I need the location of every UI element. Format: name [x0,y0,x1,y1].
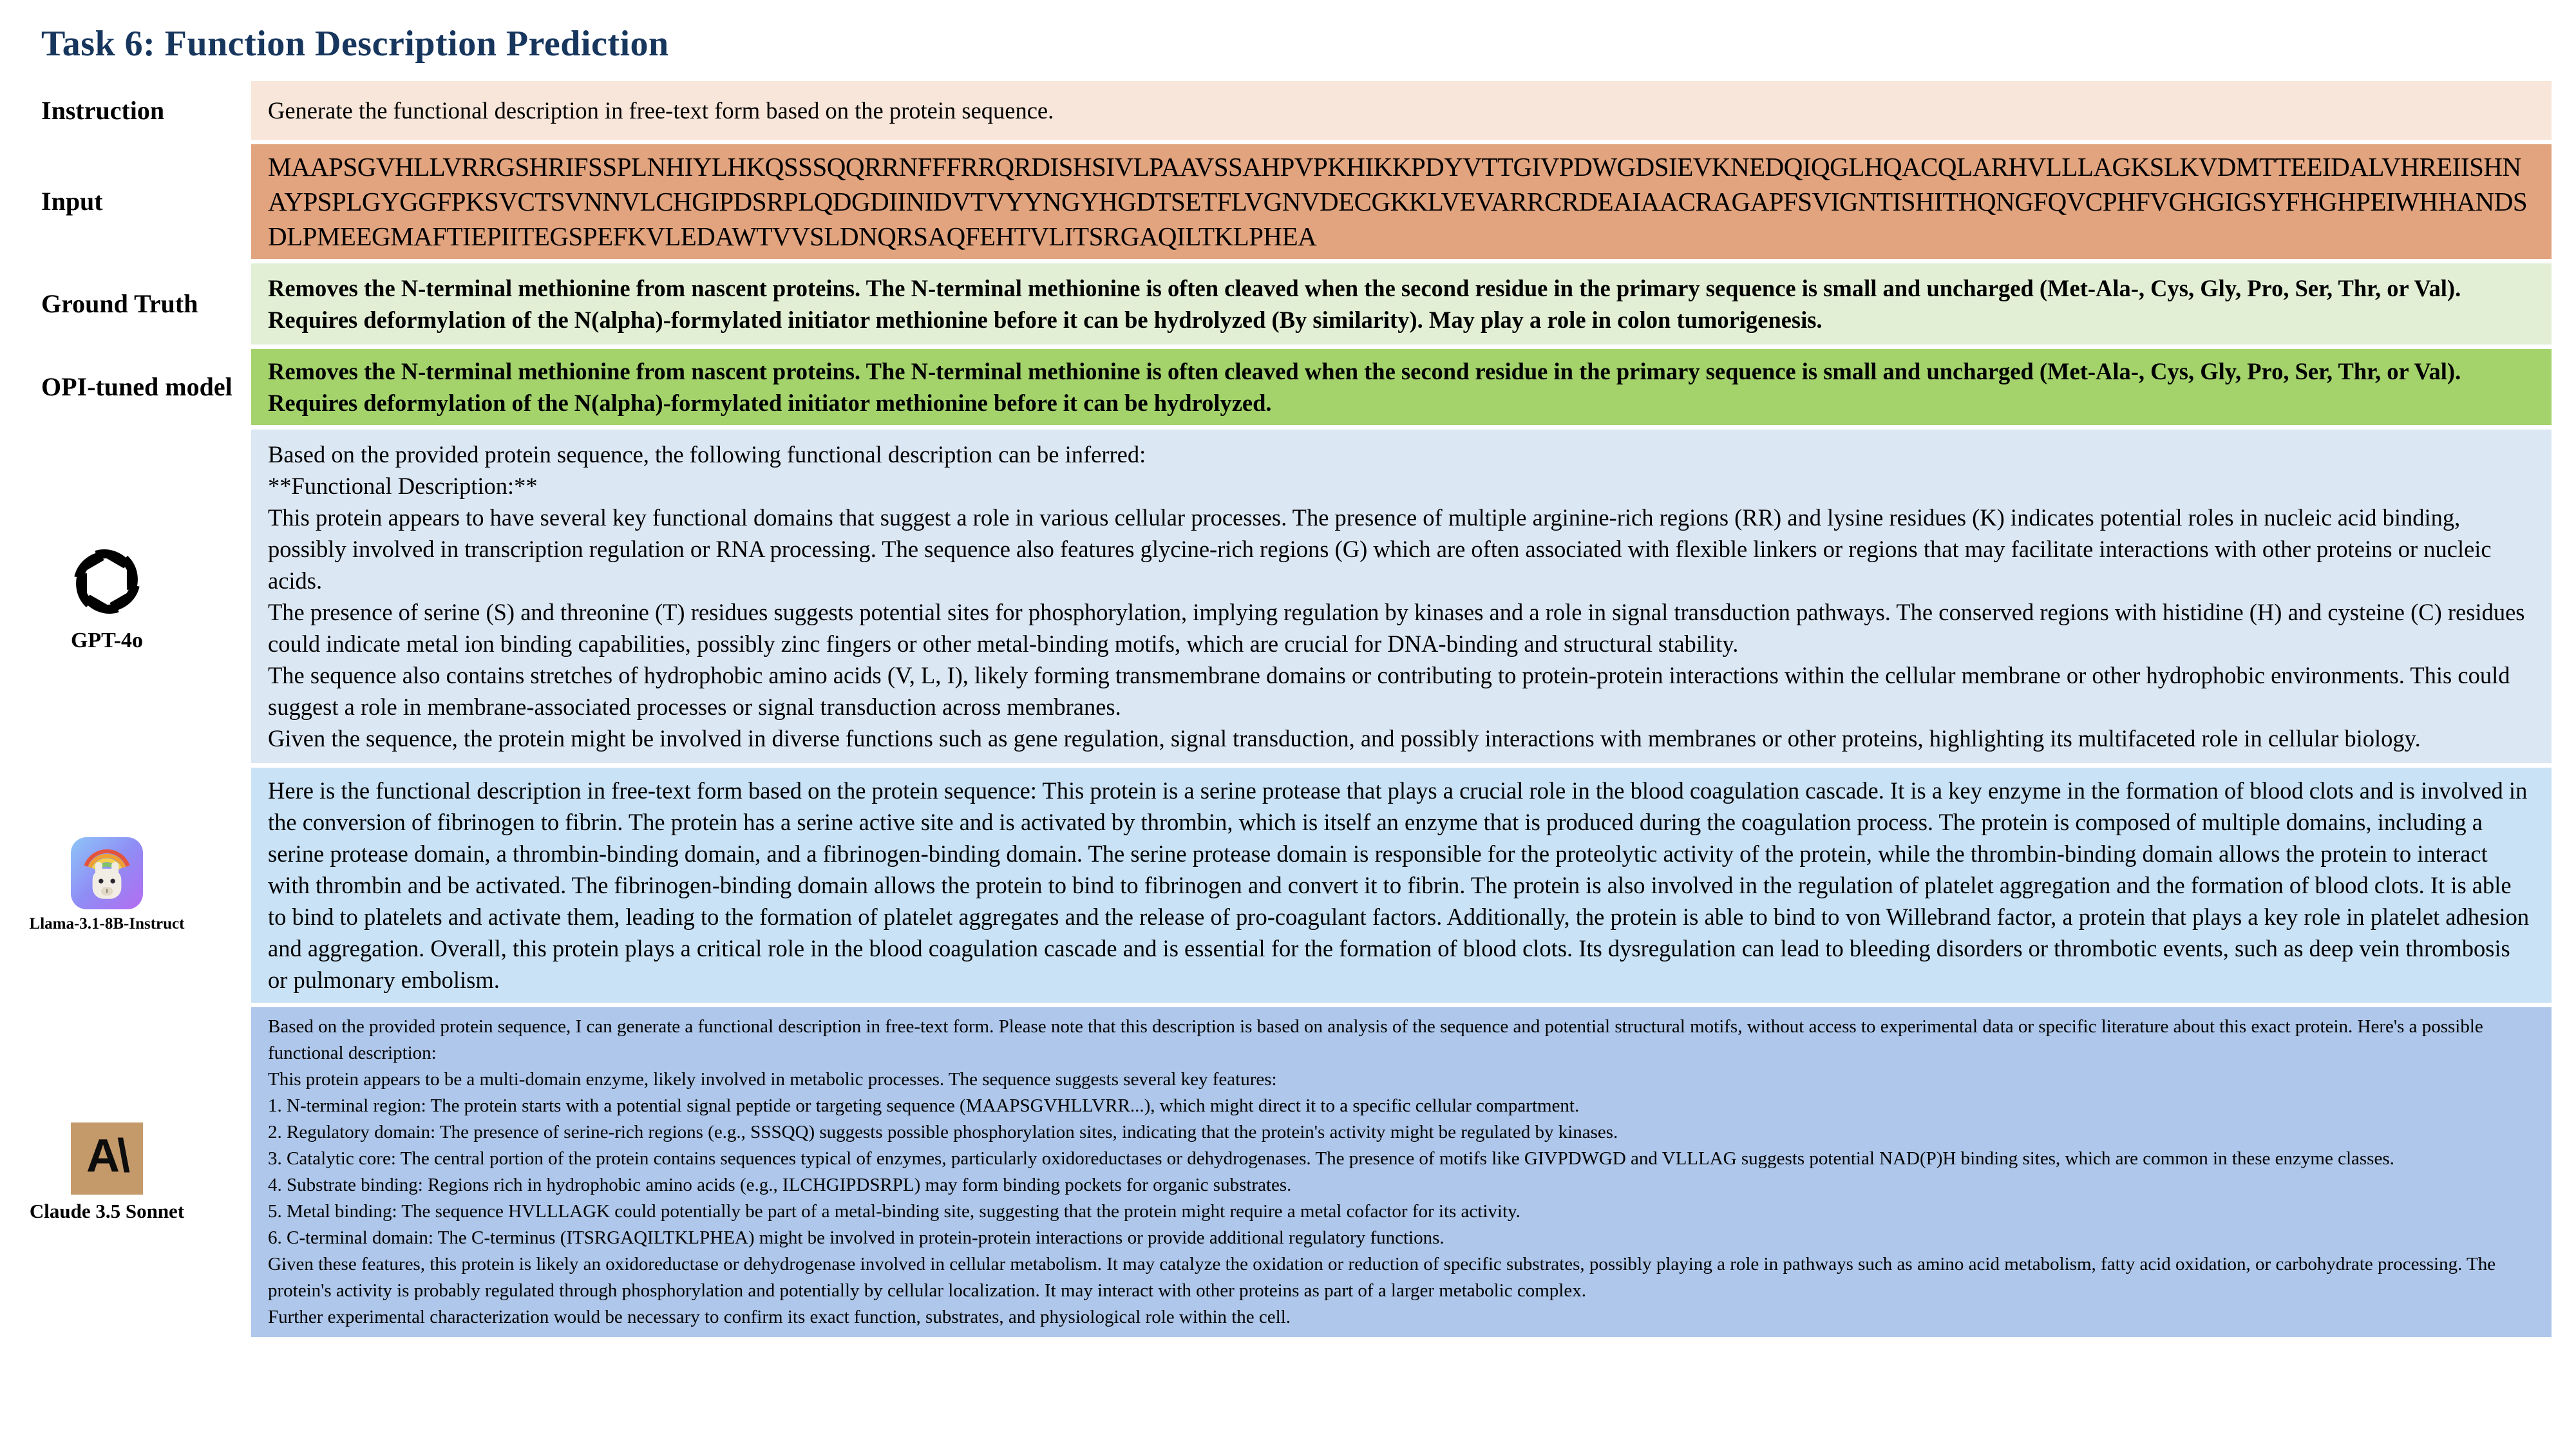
gpt4o-output-cell [251,430,2552,763]
row-claude [0,1007,2552,1337]
protein-sequence-cell [251,144,2552,259]
figure-title: Task 6: Function Description Prediction [41,24,669,64]
instruction-text-cell [251,81,2552,140]
output-paragraph: Given these features, this protein is likely an oxidoreductase or dehydrogenase involved in cellular metabolism. It may catalyze the oxidation or reduction of specific substrates, possibly playing a role in pathways such as amino acid metabolism, fatty acid oxidation, or carbohydrate processing. The protein's activity is probably regulated through phosphorylation and potentially by cellular localization. It may interact with other proteins as part of a larger metabolic complex. [268,1254,2496,1301]
label-cell-claude [0,1007,251,1337]
ground-truth-text-cell [251,263,2552,345]
label-cell-instruction [0,81,251,140]
output-paragraph: Given the sequence, the protein might be involved in diverse functions such as gene regulation, signal transduction, and possibly interactions with membranes or other proteins, highlighting its multifaceted role in cellular biology. [268,725,2421,752]
output-paragraph: The presence of serine (S) and threonine (T) residues suggests potential sites for phosphorylation, implying regulation by kinases and a role in signal transduction pathways. The conserved regions with histidine (H) and cysteine (C) residues could indicate metal ion binding capabilities, possibly zinc fingers or other metal-binding motifs, which are crucial for DNA-binding and structural stability. [268,599,2525,657]
output-paragraph: Based on the provided protein sequence, I can generate a functional description in free-text form. Please note that this description is based on analysis of the sequence and potential structural motifs, without access to experimental data or specific literature about this exact protein. Here's a possible functional description: [268,1016,2483,1063]
llama-logo-icon [71,837,143,909]
row-label-opi: OPI-tuned model [41,372,232,401]
model-label-claude: Claude 3.5 Sonnet [29,1199,185,1222]
output-paragraph: 1. N-terminal region: The protein starts with a potential signal peptide or targeting sequence (MAAPSGVHLLVRR...), which might direct it to a specific cellular compartment. [268,1095,1580,1116]
model-label-gpt4o: GPT-4o [70,629,144,653]
output-paragraph: 5. Metal binding: The sequence HVLLLAGK could potentially be part of a metal-binding site, suggesting that the protein might require a metal cofactor for its activity. [268,1201,1520,1222]
row-opi-tuned-model [0,349,2552,425]
row-label-input: Input [41,187,103,216]
output-paragraph: This protein appears to have several key functional domains that suggest a role in various cellular processes. The presence of multiple arginine-rich regions (RR) and lysine residues (K) indicates potential roles in nucleic acid binding, possibly involved in transcription regulation or RNA processing. The sequence also features glycine-rich regions (G) which are often associated with flexible linkers or regions that may facilitate interactions with other proteins or nucleic acids. [268,504,2492,594]
claude-output-cell [251,1007,2552,1337]
row-input [0,144,2552,259]
llama-badge [17,837,197,933]
row-llama [0,768,2552,1003]
output-paragraph: Further experimental characterization would be necessary to confirm its exact function, substrates, and physiological role within the cell. [268,1307,1291,1327]
output-paragraph: 3. Catalytic core: The central portion of the protein contains sequences typical of enzymes, particularly oxidoreductases or dehydrogenases. The presence of motifs like GIVPDWGD and VLLLAG suggests potential NAD(P)H binding sites, which are common in these enzyme classes. [268,1148,2394,1169]
instruction-text: Generate the functional description in free-text form based on the protein sequence. [268,97,1054,124]
row-instruction [0,81,2552,140]
output-paragraph: Here is the functional description in free-text form based on the protein sequence: This protein is a serine protease that plays a crucial role in the blood coagulation cascade. It is a key enzyme in the formation of blood clots and is involved in the conversion of fibrinogen to fibrin. The protein has a serine active site and is activated by thrombin, which is itself an enzyme that is produced during the coagulation process. The protein is composed of multiple domains, including a serine protease domain, a thrombin-binding domain, and a fibrinogen-binding domain. The serine protease domain is responsible for the proteolytic activity of the protein, while the thrombin-binding domain allows the protein to interact with thrombin and be activated. The fibrinogen-binding domain allows the protein to bind to fibrinogen and convert it to fibrin. The protein is also involved in the regulation of platelet aggregation and the formation of blood clots. It is able to bind to platelets and activate them, leading to the formation of platelet aggregates and the release of pro-coagulant factors. Additionally, the protein is able to bind to von Willebrand factor, a protein that plays a key role in platelet adhesion and aggregation. Overall, this protein plays a critical role in the blood coagulation cascade and is essential for the formation of blood clots. Its dysregulation can lead to bleeding disorders or thrombotic events, such as deep vein thrombosis or pulmonary embolism. [268,777,2530,993]
claude-badge [17,1122,197,1222]
output-paragraph: 4. Substrate binding: Regions rich in hydrophobic amino acids (e.g., ILCHGIPDSRPL) may form binding pockets for organic substrates. [268,1175,1292,1195]
label-cell-opi [0,349,251,425]
label-cell-llama [0,768,251,1003]
output-paragraph: The sequence also contains stretches of hydrophobic amino acids (V, L, I), likely forming transmembrane domains or contributing to protein-protein interactions within the cellular membrane or other hydrophobic environments. This could suggest a role in membrane-associated processes or signal transduction across membranes. [268,662,2510,720]
row-gpt4o [0,430,2552,763]
output-paragraph: 2. Regulatory domain: The presence of serine-rich regions (e.g., SSSQQ) suggests possible phosphorylation sites, indicating that the protein's activity might be regulated by kinases. [268,1122,1618,1142]
comparison-table [0,81,2552,1337]
output-paragraph: Based on the provided protein sequence, the following functional description can be inferred: [268,441,1146,468]
output-paragraph: This protein appears to be a multi-domain enzyme, likely involved in metabolic processes. The sequence suggests several key features: [268,1069,1277,1090]
model-label-llama: Llama-3.1-8B-Instruct [29,915,185,933]
opi-output-cell [251,349,2552,425]
llama-output-cell [251,768,2552,1003]
openai-logo-icon [66,540,148,623]
output-paragraph: **Functional Description:** [268,473,538,499]
row-ground-truth [0,263,2552,345]
gpt4o-badge [17,540,197,652]
opi-output-text: Removes the N-terminal methionine from nascent proteins. The N-terminal methionine is often cleaved when the second residue in the primary sequence is small and uncharged (Met-Ala-, Cys, Gly, Pro, Ser, Thr, or Val). Requires deformylation of the N(alpha)-formylated initiator methionine before it can be hydrolyzed. [268,358,2461,416]
label-cell-gpt4o [0,430,251,763]
label-cell-input [0,144,251,259]
row-label-instruction: Instruction [41,95,165,125]
ground-truth-text: Removes the N-terminal methionine from nascent proteins. The N-terminal methionine is often cleaved when the second residue in the primary sequence is small and uncharged (Met-Ala-, Cys, Gly, Pro, Ser, Thr, or Val). Requires deformylation of the N(alpha)-formylated initiator methionine before it can be hydrolyzed (By similarity). May play a role in colon tumorigenesis. [268,275,2461,333]
anthropic-logo-glyph: A\ [86,1130,128,1182]
output-paragraph: 6. C-terminal domain: The C-terminus (ITSRGAQILTKLPHEA) might be involved in protein-protein interactions or provide additional regulatory functions. [268,1227,1444,1248]
label-cell-ground-truth [0,263,251,345]
protein-sequence: MAAPSGVHLLVRRGSHRIFSSPLNHIYLHKQSSSQQRRNFFFRRQRDISHSIVLPAAVSSAHPVPKHIKKPDYVTTGIVPDWGDSIEVKNEDQIQGLHQACQLARHVLLLAGKSLKVDMTTEEIDALVHREIISHNAYPSPLGYGGFPKSVCTSVNNVLCHGIPDSRPLQDGDIINIDVTVYYNGYHGDTSETFLVGNVDECGKKLVEVARRCRDEAIAACRAGAPFSVIGNTISHITHQNGFQVCPHFVGHGIGSYFHGHPEIWHHANDSDLPMEEGMAFTIEPIITEGSPEFKVLEDAWTVVSLDNQRSAQFEHTVLITSRGAQILTKLPHEA [268,152,2528,251]
row-label-ground-truth: Ground Truth [41,289,198,318]
anthropic-logo-icon [71,1122,143,1195]
